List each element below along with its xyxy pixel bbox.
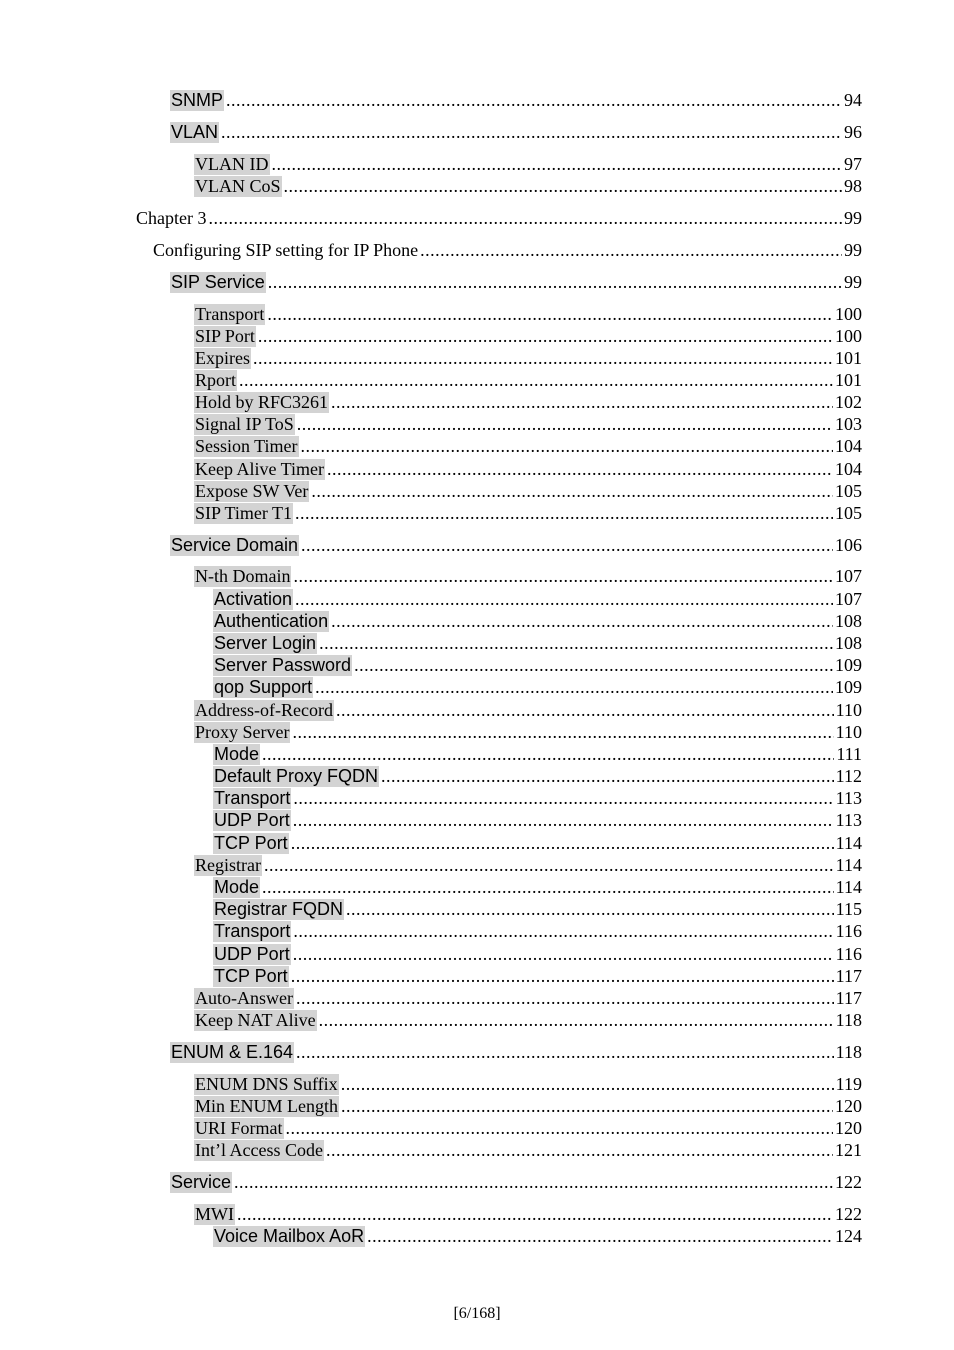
page-number-footer: [6/168] bbox=[453, 1305, 501, 1322]
toc-entry[interactable] bbox=[0, 1172, 862, 1193]
dot-leader bbox=[367, 1226, 833, 1247]
dot-leader bbox=[293, 944, 834, 965]
toc-entry-title: SIP Service bbox=[171, 272, 265, 292]
toc-entry-title: Mode bbox=[214, 877, 260, 897]
toc-entry-page-number: 113 bbox=[835, 788, 862, 808]
toc-entry-title: Mode bbox=[214, 744, 260, 764]
toc-entry-title: Server Login bbox=[214, 633, 317, 653]
dot-leader bbox=[284, 176, 842, 197]
toc-entry[interactable] bbox=[0, 90, 862, 111]
toc-entry-page-number: 114 bbox=[835, 833, 862, 853]
toc-entry[interactable] bbox=[0, 326, 862, 347]
toc-entry-page-number: 99 bbox=[844, 272, 862, 292]
toc-entry-page-number: 100 bbox=[835, 304, 862, 324]
toc-entry-title: Int’l Access Code bbox=[195, 1140, 323, 1160]
toc-entry[interactable] bbox=[0, 944, 862, 965]
dot-leader bbox=[268, 272, 842, 293]
toc-entry-page-number: 94 bbox=[844, 90, 862, 110]
toc-entry[interactable] bbox=[0, 611, 862, 632]
dot-leader bbox=[319, 1010, 834, 1031]
toc-entry-page-number: 99 bbox=[844, 240, 862, 260]
dot-leader bbox=[336, 700, 834, 721]
dot-leader bbox=[331, 611, 833, 632]
toc-entry[interactable] bbox=[0, 810, 862, 831]
toc-entry-page-number: 114 bbox=[835, 855, 862, 875]
toc-entry[interactable] bbox=[0, 122, 862, 143]
toc-entry[interactable] bbox=[0, 966, 862, 987]
toc-entry-page-number: 99 bbox=[844, 208, 862, 228]
dot-leader bbox=[331, 392, 833, 413]
toc-entry[interactable] bbox=[0, 899, 862, 920]
toc-entry-page-number: 103 bbox=[835, 414, 862, 434]
toc-entry-title: Auto-Answer bbox=[195, 988, 293, 1008]
toc-entry-title: Hold by RFC3261 bbox=[195, 392, 329, 412]
dot-leader bbox=[296, 988, 834, 1009]
toc-entry-page-number: 122 bbox=[835, 1172, 862, 1192]
toc-entry-title: Transport bbox=[214, 788, 291, 808]
toc-entry-page-number: 117 bbox=[835, 988, 862, 1008]
toc-entry[interactable] bbox=[0, 481, 862, 502]
toc-entry[interactable] bbox=[0, 1074, 862, 1095]
toc-entry[interactable] bbox=[0, 722, 862, 743]
toc-entry-title: Authentication bbox=[214, 611, 329, 631]
dot-leader bbox=[226, 90, 842, 111]
toc-entry-page-number: 108 bbox=[835, 611, 862, 631]
toc-entry[interactable] bbox=[0, 1226, 862, 1247]
toc-entry[interactable] bbox=[0, 240, 862, 261]
toc-entry[interactable] bbox=[0, 788, 862, 809]
toc-entry-title: TCP Port bbox=[214, 966, 288, 986]
dot-leader bbox=[262, 744, 834, 765]
toc-entry-page-number: 122 bbox=[835, 1204, 862, 1224]
dot-leader bbox=[262, 877, 834, 898]
toc-entry-title: UDP Port bbox=[214, 944, 290, 964]
dot-leader bbox=[420, 240, 842, 261]
toc-entry-title: Transport bbox=[195, 304, 265, 324]
toc-entry-title: Proxy Server bbox=[195, 722, 290, 742]
dot-leader bbox=[272, 154, 843, 175]
toc-entry-page-number: 96 bbox=[844, 122, 862, 142]
toc-entry-title: Server Password bbox=[214, 655, 352, 675]
toc-entry-page-number: 118 bbox=[835, 1010, 862, 1030]
toc-entry-page-number: 109 bbox=[835, 655, 862, 675]
toc-entry-title: Service Domain bbox=[171, 535, 299, 555]
dot-leader bbox=[258, 326, 833, 347]
toc-entry-page-number: 121 bbox=[835, 1140, 862, 1160]
toc-entry[interactable] bbox=[0, 503, 862, 524]
dot-leader bbox=[264, 855, 834, 876]
toc-entry-page-number: 111 bbox=[836, 744, 862, 764]
toc-entry-title: Expires bbox=[195, 348, 250, 368]
toc-entry[interactable] bbox=[0, 414, 862, 435]
dot-leader bbox=[319, 633, 833, 654]
toc-entry[interactable] bbox=[0, 877, 862, 898]
toc-entry-page-number: 117 bbox=[835, 966, 862, 986]
toc-entry[interactable] bbox=[0, 535, 862, 556]
dot-leader bbox=[327, 459, 833, 480]
toc-entry-page-number: 104 bbox=[835, 459, 862, 479]
dot-leader bbox=[291, 966, 834, 987]
toc-entry-title: SNMP bbox=[171, 90, 224, 110]
toc-entry-page-number: 112 bbox=[835, 766, 862, 786]
toc-entry-title: SIP Port bbox=[195, 326, 255, 346]
toc-entry-title: Address-of-Record bbox=[195, 700, 333, 720]
dot-leader bbox=[341, 1074, 834, 1095]
toc-entry-title: Voice Mailbox AoR bbox=[214, 1226, 365, 1246]
toc-entry[interactable] bbox=[0, 459, 862, 480]
toc-entry-page-number: 116 bbox=[835, 921, 862, 941]
toc-entry-page-number: 97 bbox=[844, 154, 862, 174]
toc-entry-title: MWI bbox=[195, 1204, 234, 1224]
toc-entry-title: VLAN CoS bbox=[195, 176, 281, 196]
dot-leader bbox=[234, 1172, 833, 1193]
toc-entry[interactable] bbox=[0, 566, 862, 587]
toc-entry-page-number: 101 bbox=[835, 370, 862, 390]
toc-entry-page-number: 106 bbox=[835, 535, 862, 555]
toc-entry-page-number: 105 bbox=[835, 503, 862, 523]
dot-leader bbox=[315, 677, 833, 698]
toc-entry[interactable] bbox=[0, 589, 862, 610]
toc-entry-title: Keep NAT Alive bbox=[195, 1010, 316, 1030]
toc-entry[interactable] bbox=[0, 633, 862, 654]
toc-entry[interactable] bbox=[0, 655, 862, 676]
toc-entry[interactable] bbox=[0, 833, 862, 854]
toc-entry[interactable] bbox=[0, 1096, 862, 1117]
toc-entry-page-number: 113 bbox=[835, 810, 862, 830]
toc-entry-page-number: 114 bbox=[835, 877, 862, 897]
toc-entry[interactable] bbox=[0, 272, 862, 293]
dot-leader bbox=[293, 788, 833, 809]
toc-entry-page-number: 124 bbox=[835, 1226, 862, 1246]
toc-entry[interactable] bbox=[0, 1140, 862, 1161]
dot-leader bbox=[326, 1140, 833, 1161]
toc-entry[interactable] bbox=[0, 744, 862, 765]
dot-leader bbox=[239, 370, 833, 391]
dot-leader bbox=[293, 810, 834, 831]
toc-entry-title: Registrar FQDN bbox=[214, 899, 344, 919]
toc-entry-page-number: 98 bbox=[844, 176, 862, 196]
dot-leader bbox=[301, 436, 833, 457]
toc-entry[interactable] bbox=[0, 176, 862, 197]
dot-leader bbox=[295, 503, 833, 524]
dot-leader bbox=[301, 535, 833, 556]
toc-entry-title: UDP Port bbox=[214, 810, 290, 830]
toc-entry[interactable] bbox=[0, 921, 862, 942]
toc-entry-title: ENUM & E.164 bbox=[171, 1042, 294, 1062]
toc-entry-page-number: 115 bbox=[835, 899, 862, 919]
dot-leader bbox=[311, 481, 833, 502]
toc-entry-page-number: 100 bbox=[835, 326, 862, 346]
toc-entry[interactable] bbox=[0, 208, 862, 229]
toc-entry[interactable] bbox=[0, 370, 862, 391]
toc-entry-page-number: 107 bbox=[835, 566, 862, 586]
toc-entry-page-number: 101 bbox=[835, 348, 862, 368]
toc-entry[interactable] bbox=[0, 1204, 862, 1225]
toc-entry-title: Rport bbox=[195, 370, 237, 390]
toc-entry-title: Transport bbox=[214, 921, 291, 941]
toc-entry-page-number: 109 bbox=[835, 677, 862, 697]
toc-entry[interactable] bbox=[0, 988, 862, 1009]
toc-entry[interactable] bbox=[0, 700, 862, 721]
toc-entry-title: TCP Port bbox=[214, 833, 288, 853]
toc-entry-page-number: 105 bbox=[835, 481, 862, 501]
toc-entry-page-number: 118 bbox=[835, 1042, 862, 1062]
dot-leader bbox=[292, 722, 833, 743]
dot-leader bbox=[286, 1118, 834, 1139]
dot-leader bbox=[381, 766, 834, 787]
toc-entry[interactable] bbox=[0, 348, 862, 369]
toc-entry-page-number: 119 bbox=[835, 1074, 862, 1094]
toc-entry-title: Service bbox=[171, 1172, 232, 1192]
toc-entry-title: URI Format bbox=[195, 1118, 283, 1138]
toc-entry-page-number: 120 bbox=[835, 1096, 862, 1116]
toc-entry-title: Chapter 3 bbox=[136, 208, 207, 228]
toc-entry-title: Min ENUM Length bbox=[195, 1096, 338, 1116]
toc-entry-title: Configuring SIP setting for IP Phone bbox=[153, 240, 419, 260]
dot-leader bbox=[295, 589, 833, 610]
toc-entry-title: Session Timer bbox=[195, 436, 298, 456]
dot-leader bbox=[296, 1042, 834, 1063]
toc-entry-page-number: 116 bbox=[835, 944, 862, 964]
dot-leader bbox=[253, 348, 833, 369]
toc-entry[interactable] bbox=[0, 766, 862, 787]
dot-leader bbox=[291, 833, 834, 854]
toc-entry-page-number: 108 bbox=[835, 633, 862, 653]
dot-leader bbox=[208, 208, 842, 229]
toc-entry[interactable] bbox=[0, 304, 862, 325]
toc-entry[interactable] bbox=[0, 392, 862, 413]
toc-entry-title: Activation bbox=[214, 589, 293, 609]
dot-leader bbox=[293, 566, 833, 587]
toc-entry[interactable] bbox=[0, 1118, 862, 1139]
toc-entry[interactable] bbox=[0, 1042, 862, 1063]
toc-entry[interactable] bbox=[0, 1010, 862, 1031]
toc-entry-title: N-th Domain bbox=[195, 566, 291, 586]
dot-leader bbox=[267, 304, 833, 325]
toc-entry-title: ENUM DNS Suffix bbox=[195, 1074, 338, 1094]
toc-entry[interactable] bbox=[0, 677, 862, 698]
toc-entry-title: qop Support bbox=[214, 677, 313, 697]
toc-entry-page-number: 110 bbox=[835, 722, 862, 742]
dot-leader bbox=[237, 1204, 833, 1225]
toc-entry-title: Registrar bbox=[195, 855, 261, 875]
dot-leader bbox=[354, 655, 833, 676]
toc-entry[interactable] bbox=[0, 436, 862, 457]
toc-entry[interactable] bbox=[0, 154, 862, 175]
toc-entry-title: Keep Alive Timer bbox=[195, 459, 324, 479]
toc-entry-title: Default Proxy FQDN bbox=[214, 766, 379, 786]
toc-entry[interactable] bbox=[0, 855, 862, 876]
toc-entry-page-number: 104 bbox=[835, 436, 862, 456]
dot-leader bbox=[297, 414, 833, 435]
toc-entry-title: Signal IP ToS bbox=[195, 414, 294, 434]
toc-entry-page-number: 110 bbox=[835, 700, 862, 720]
toc-entry-title: SIP Timer T1 bbox=[195, 503, 293, 523]
toc-entry-page-number: 107 bbox=[835, 589, 862, 609]
toc-entry-title: VLAN ID bbox=[195, 154, 269, 174]
dot-leader bbox=[221, 122, 842, 143]
toc-entry-page-number: 102 bbox=[835, 392, 862, 412]
toc-entry-page-number: 120 bbox=[835, 1118, 862, 1138]
toc-entry-title: Expose SW Ver bbox=[195, 481, 309, 501]
dot-leader bbox=[346, 899, 834, 920]
dot-leader bbox=[293, 921, 833, 942]
toc-entry-title: VLAN bbox=[171, 122, 219, 142]
dot-leader bbox=[341, 1096, 833, 1117]
